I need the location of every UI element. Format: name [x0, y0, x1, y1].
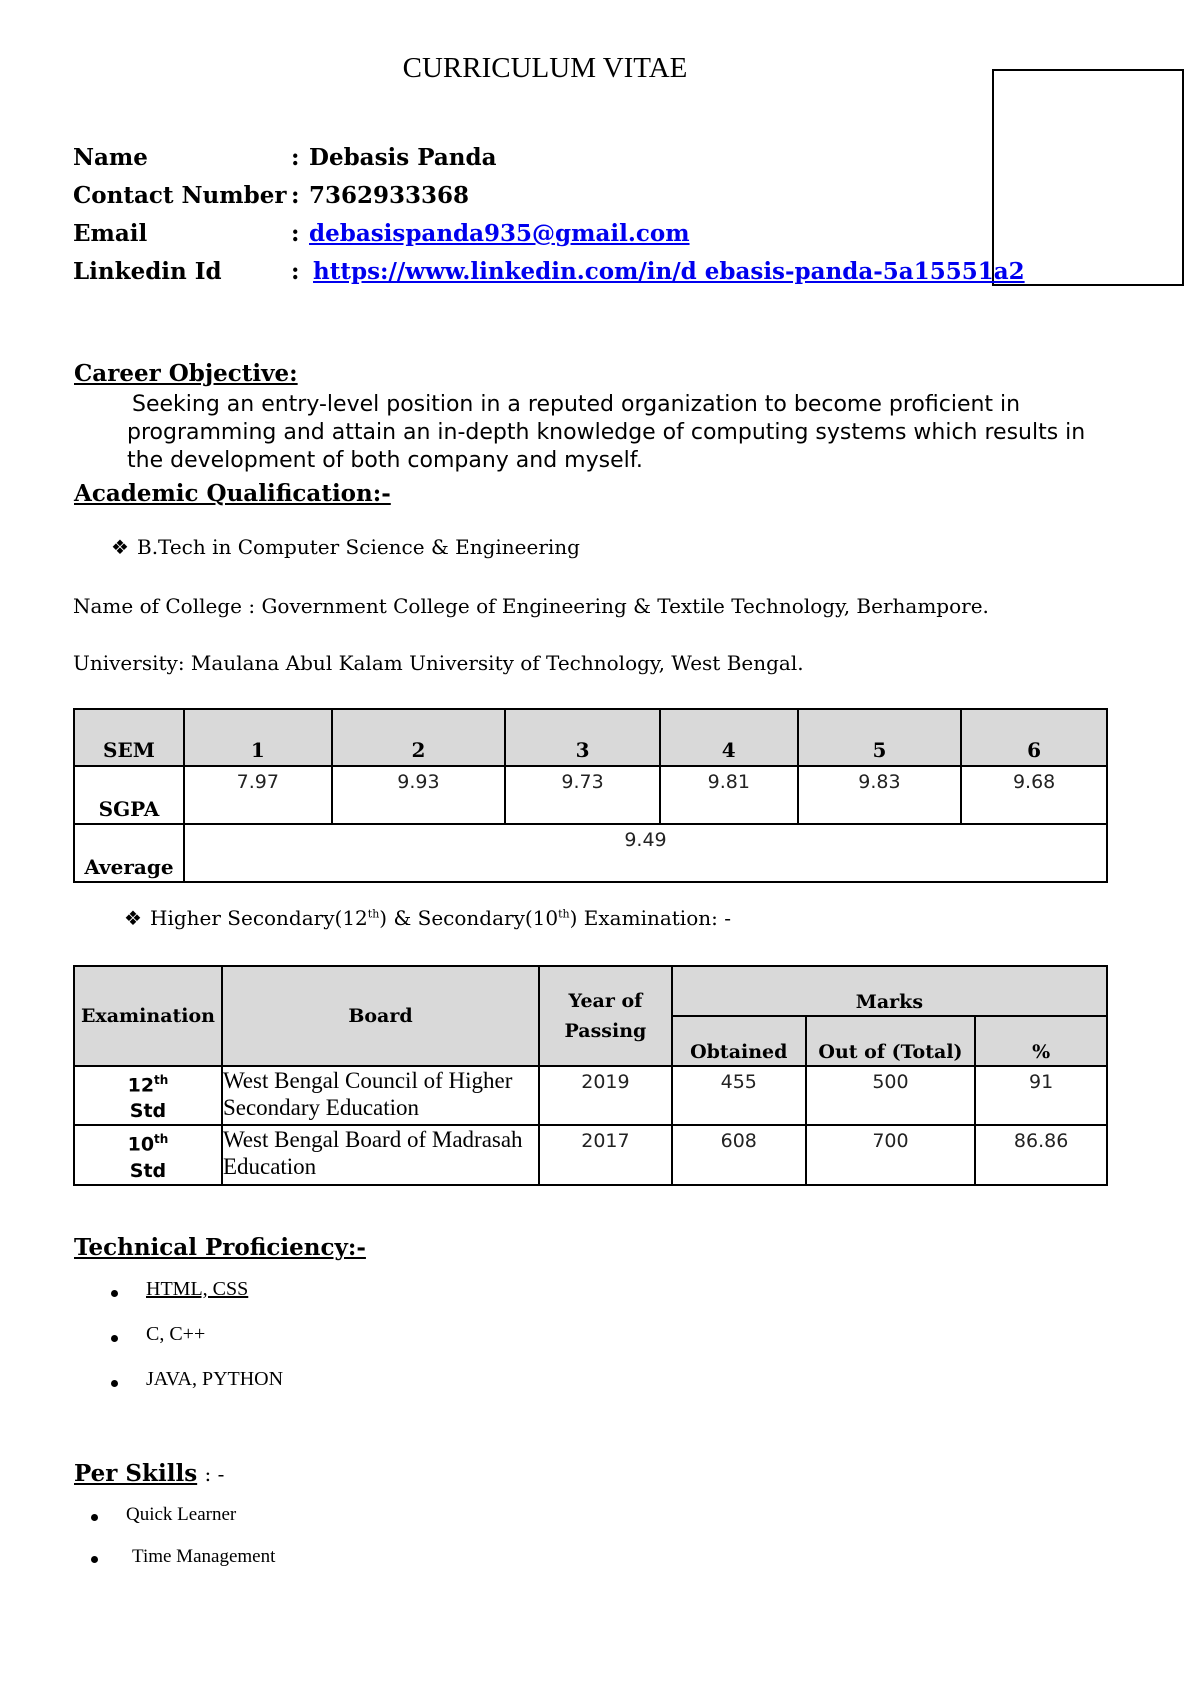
total-cell: 500	[806, 1066, 976, 1125]
sgpa-value: 7.97	[184, 766, 332, 824]
tech-item: HTML, CSS	[146, 1278, 249, 1300]
sem-header: 5	[798, 709, 962, 766]
exam-cell	[74, 1066, 222, 1125]
sem-header: 3	[505, 709, 660, 766]
percent-cell: 91	[975, 1066, 1107, 1125]
year-header	[539, 966, 672, 1066]
board-header: Board	[222, 966, 539, 1066]
bullet-icon	[91, 1514, 98, 1521]
superscript: th	[154, 1073, 169, 1087]
year-cell: 2017	[539, 1125, 672, 1184]
skill-item: Time Management	[132, 1546, 276, 1567]
linkedin-link[interactable]: https://www.linkedin.com/in/d ebasis-panda-5a15551a2	[313, 258, 1025, 285]
academic-heading: Academic Qualification:-	[74, 480, 391, 507]
exam-header: Examination	[74, 966, 222, 1066]
sgpa-value: 9.93	[332, 766, 506, 824]
exam-number: 12	[127, 1074, 155, 1097]
sgpa-value: 9.68	[961, 766, 1107, 824]
technical-heading: Technical Proficiency:-	[74, 1234, 366, 1261]
career-objective-text: Seeking an entry-level position in a reputed organization to become proficient in programming and attain an in-depth knowledge of computing systems which results in the development of both company and myself.	[127, 392, 1086, 473]
sgpa-value: 9.73	[505, 766, 660, 824]
photo-placeholder	[992, 69, 1184, 286]
table-row	[74, 1125, 1107, 1184]
exam-number: 10	[127, 1133, 155, 1156]
sem-header: 4	[660, 709, 798, 766]
year-header-line: Passing	[564, 1020, 647, 1042]
info-row-linkedin	[73, 257, 1025, 287]
degree-text: B.Tech in Computer Science & Engineering	[137, 535, 580, 559]
school-heading	[124, 906, 731, 930]
sgpa-label: SGPA	[74, 766, 184, 824]
name-label: Name	[73, 144, 148, 171]
sem-label: SEM	[74, 709, 184, 766]
school-heading-part: ) & Secondary(10	[379, 906, 559, 930]
average-label: Average	[74, 824, 184, 882]
email-link[interactable]: debasispanda935@gmail.com	[309, 220, 690, 247]
university-line: University: Maulana Abul Kalam University of Technology, West Bengal.	[73, 651, 804, 675]
exam-cell	[74, 1125, 222, 1184]
colon: :	[291, 258, 300, 285]
info-row-name	[73, 143, 497, 173]
email-label: Email	[73, 220, 148, 247]
superscript: th	[558, 907, 570, 921]
sem-header: 6	[961, 709, 1107, 766]
exam-std: Std	[129, 1100, 167, 1123]
info-row-contact	[73, 181, 469, 211]
colon: :	[291, 182, 300, 209]
linkedin-label: Linkedin Id	[73, 258, 222, 285]
tech-item: C, C++	[146, 1323, 206, 1345]
sem-header: 1	[184, 709, 332, 766]
obtained-header: Obtained	[672, 1016, 806, 1066]
total-cell: 700	[806, 1125, 976, 1184]
diamond-bullet-icon: ❖	[124, 906, 142, 930]
percent-header: %	[975, 1016, 1107, 1066]
year-header-line: Year of	[568, 990, 643, 1012]
board-cell: West Bengal Council of Higher Secondary Education	[222, 1066, 539, 1125]
year-cell: 2019	[539, 1066, 672, 1125]
exam-std: Std	[129, 1159, 167, 1182]
bullet-icon	[111, 1335, 118, 1342]
superscript: th	[154, 1132, 169, 1147]
colon: :	[291, 220, 300, 247]
tech-item: JAVA, PYTHON	[146, 1368, 284, 1390]
bullet-icon	[91, 1556, 98, 1563]
per-skills-heading: Per Skills	[74, 1460, 198, 1487]
career-objective-heading: Career Objective:	[74, 360, 298, 387]
sgpa-value: 9.81	[660, 766, 798, 824]
sem-header: 2	[332, 709, 506, 766]
out-of-header: Out of (Total)	[806, 1016, 976, 1066]
degree-item	[111, 535, 580, 559]
contact-value: 7362933368	[309, 182, 470, 209]
bullet-icon	[111, 1380, 118, 1387]
contact-label: Contact Number	[73, 182, 287, 209]
name-value: Debasis Panda	[309, 144, 497, 171]
college-line: Name of College : Government College of Engineering & Textile Technology, Berhampore.	[73, 594, 989, 618]
school-table	[73, 965, 1108, 1186]
superscript: th	[367, 907, 380, 921]
table-row	[74, 1066, 1107, 1125]
per-skills-suffix: : -	[204, 1462, 225, 1486]
diamond-bullet-icon: ❖	[111, 535, 129, 559]
skill-item: Quick Learner	[126, 1504, 237, 1525]
school-heading-part: ) Examination: -	[569, 906, 731, 930]
obtained-cell: 608	[672, 1125, 806, 1184]
average-value: 9.49	[184, 824, 1107, 882]
colon: :	[291, 144, 300, 171]
sgpa-table	[73, 708, 1108, 883]
info-row-email	[73, 219, 690, 249]
bullet-icon	[111, 1290, 118, 1297]
obtained-cell: 455	[672, 1066, 806, 1125]
percent-cell: 86.86	[975, 1125, 1107, 1184]
board-cell: West Bengal Board of Madrasah Education	[222, 1125, 539, 1184]
marks-header: Marks	[672, 966, 1107, 1016]
per-skills-heading-row	[74, 1460, 224, 1487]
sgpa-value: 9.83	[798, 766, 962, 824]
school-heading-part: Higher Secondary(12	[150, 906, 368, 930]
document-title: CURRICULUM VITAE	[402, 52, 688, 84]
